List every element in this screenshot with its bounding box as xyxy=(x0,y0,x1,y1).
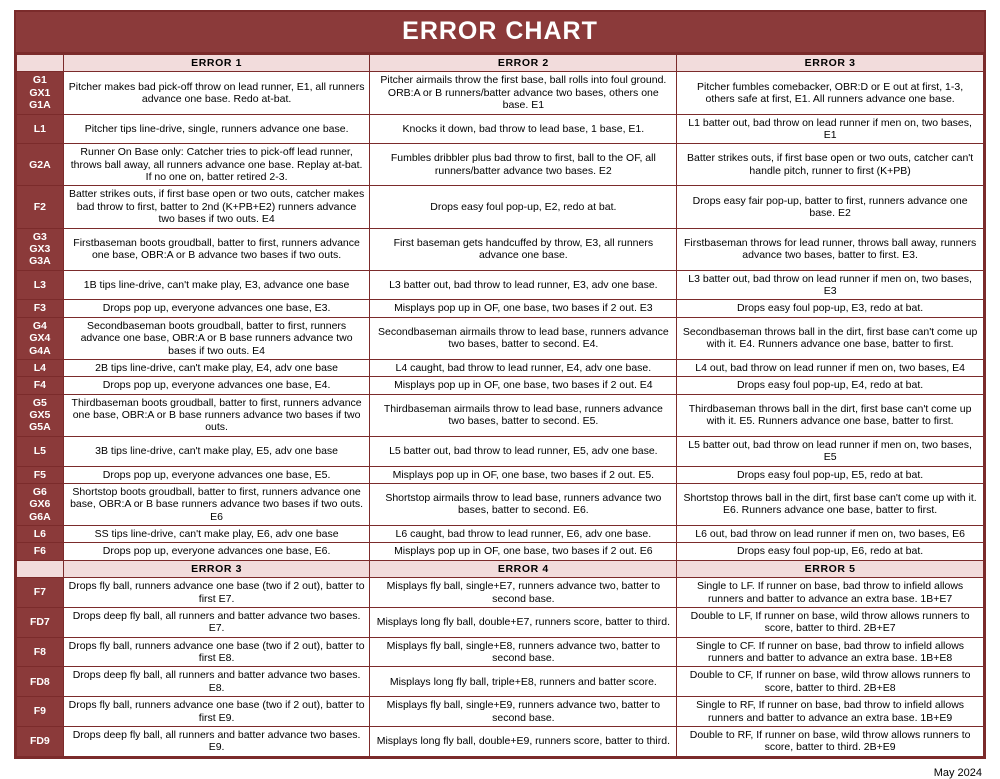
error-cell-2: Misplays long fly ball, triple+E8, runners and batter score. xyxy=(370,667,677,697)
error-cell-3: Batter strikes outs, if first base open or two outs, catcher can't handle pitch, runner to first (K+PB) xyxy=(677,144,984,186)
table-row xyxy=(17,543,984,560)
error-cell-3: Thirdbaseman throws ball in the dirt, first base can't come up with it. E5. Runners advance one base, batter to first. xyxy=(677,394,984,436)
error-cell-1: Secondbaseman boots groudball, batter to first, runners advance one base, OBR:A or B base runners advance two bases if two outs. E4 xyxy=(63,317,370,359)
error-cell-1: Batter strikes outs, if first base open or two outs, catcher makes bad throw to first, batter to 2nd (K+PB+E2) runners advance two bases if two outs. E4 xyxy=(63,186,370,228)
row-code-cell: G6 GX6 G6A xyxy=(17,483,64,525)
row-code-cell: F4 xyxy=(17,377,64,394)
table-row xyxy=(17,607,984,637)
error-cell-1: 1B tips line-drive, can't make play, E3, advance one base xyxy=(63,270,370,300)
error-cell-2: Misplays pop up in OF, one base, two bases if 2 out. E3 xyxy=(370,300,677,317)
error-cell-2: Misplays long fly ball, double+E7, runners score, batter to third. xyxy=(370,607,677,637)
error-cell-3: L6 out, bad throw on lead runner if men on, two bases, E6 xyxy=(677,526,984,543)
row-code-cell: G4 GX4 G4A xyxy=(17,317,64,359)
table-row xyxy=(17,359,984,376)
error-cell-2: Misplays pop up in OF, one base, two bases if 2 out. E6 xyxy=(370,543,677,560)
table-row xyxy=(17,578,984,608)
error-cell-2: Shortstop airmails throw to lead base, runners advance two bases, batter to second. E6. xyxy=(370,483,677,525)
error-cell-1: Thirdbaseman boots groudball, batter to first, runners advance one base, OBR:A or B base runners advance two bases if two outs. xyxy=(63,394,370,436)
error-cell-1: SS tips line-drive, can't make play, E6, adv one base xyxy=(63,526,370,543)
row-code-cell: F7 xyxy=(17,578,64,608)
row-code-cell: F6 xyxy=(17,543,64,560)
table-header-row xyxy=(17,55,984,72)
error-cell-2: L6 caught, bad throw to lead runner, E6, adv one base. xyxy=(370,526,677,543)
row-code-cell: FD8 xyxy=(17,667,64,697)
error-cell-2: Secondbaseman airmails throw to lead base, runners advance two bases, batter to second. E4. xyxy=(370,317,677,359)
error-cell-3: Shortstop throws ball in the dirt, first base can't come up with it. E6. Runners advance one base, batter to first. xyxy=(677,483,984,525)
error-cell-1: Runner On Base only: Catcher tries to pick-off lead runner, throws ball away, all runners advance one base. Replay at-bat. If no one on, batter retired 2-3. xyxy=(63,144,370,186)
date-footer: May 2024 xyxy=(933,766,982,779)
row-code-cell: L1 xyxy=(17,114,64,144)
header-cell-1: ERROR 3 xyxy=(63,560,370,577)
error-cell-2: Drops easy foul pop-up, E2, redo at bat. xyxy=(370,186,677,228)
table-row xyxy=(17,394,984,436)
error-cell-1: 3B tips line-drive, can't make play, E5, adv one base xyxy=(63,436,370,466)
header-cell-2: ERROR 2 xyxy=(370,55,677,72)
row-code-cell: FD9 xyxy=(17,726,64,756)
table-row xyxy=(17,726,984,756)
error-cell-3: Double to LF, If runner on base, wild throw allows runners to score, batter to third. 2B+E7 xyxy=(677,607,984,637)
table-row xyxy=(17,483,984,525)
error-cell-2: Fumbles dribbler plus bad throw to first, ball to the OF, all runners/batter advance two bases. E2 xyxy=(370,144,677,186)
table-row xyxy=(17,317,984,359)
table-row xyxy=(17,667,984,697)
error-cell-3: L3 batter out, bad throw on lead runner if men on, two bases, E3 xyxy=(677,270,984,300)
error-cell-2: L4 caught, bad throw to lead runner, E4, adv one base. xyxy=(370,359,677,376)
row-code-cell: L4 xyxy=(17,359,64,376)
header-cell-3: ERROR 5 xyxy=(677,560,984,577)
table-row xyxy=(17,186,984,228)
error-cell-3: Pitcher fumbles comebacker, OBR:D or E out at first, 1-3, others safe at first, E1. All runners advance one base. xyxy=(677,72,984,114)
error-cell-3: Double to RF, If runner on base, wild throw allows runners to score, batter to third. 2B+E9 xyxy=(677,726,984,756)
error-cell-1: Drops pop up, everyone advances one base, E6. xyxy=(63,543,370,560)
error-cell-3: Firstbaseman throws for lead runner, throws ball away, runners advance two bases, batter to first. E3. xyxy=(677,228,984,270)
table-row xyxy=(17,144,984,186)
row-code-cell: F5 xyxy=(17,466,64,483)
error-cell-2: Misplays pop up in OF, one base, two bases if 2 out. E5. xyxy=(370,466,677,483)
header-cell-blank xyxy=(17,55,64,72)
table-row xyxy=(17,228,984,270)
row-code-cell: G5 GX5 G5A xyxy=(17,394,64,436)
error-cell-1: Drops deep fly ball, all runners and batter advance two bases. E8. xyxy=(63,667,370,697)
row-code-cell: G1 GX1 G1A xyxy=(17,72,64,114)
error-cell-3: L5 batter out, bad throw on lead runner if men on, two bases, E5 xyxy=(677,436,984,466)
header-cell-3: ERROR 3 xyxy=(677,55,984,72)
error-cell-3: Double to CF, If runner on base, wild throw allows runners to score, batter to third. 2B+E8 xyxy=(677,667,984,697)
table-row xyxy=(17,526,984,543)
error-cell-3: L1 batter out, bad throw on lead runner if men on, two bases, E1 xyxy=(677,114,984,144)
row-code-cell: L6 xyxy=(17,526,64,543)
table-row xyxy=(17,72,984,114)
error-cell-1: Pitcher tips line-drive, single, runners advance one base. xyxy=(63,114,370,144)
error-cell-1: Drops fly ball, runners advance one base (two if 2 out), batter to first E8. xyxy=(63,637,370,667)
row-code-cell: FD7 xyxy=(17,607,64,637)
table-row xyxy=(17,270,984,300)
error-cell-1: Drops pop up, everyone advances one base, E5. xyxy=(63,466,370,483)
header-cell-2: ERROR 4 xyxy=(370,560,677,577)
row-code-cell: F9 xyxy=(17,697,64,727)
error-cell-3: Single to CF. If runner on base, bad throw to infield allows runners and batter to advance an extra base. 1B+E8 xyxy=(677,637,984,667)
header-cell-blank xyxy=(17,560,64,577)
error-cell-3: Drops easy foul pop-up, E4, redo at bat. xyxy=(677,377,984,394)
error-cell-3: Drops easy foul pop-up, E3, redo at bat. xyxy=(677,300,984,317)
page-title: ERROR CHART xyxy=(16,12,984,54)
error-cell-1: Drops deep fly ball, all runners and batter advance two bases. E9. xyxy=(63,726,370,756)
row-code-cell: L3 xyxy=(17,270,64,300)
table-row xyxy=(17,436,984,466)
row-code-cell: L5 xyxy=(17,436,64,466)
row-code-cell: F8 xyxy=(17,637,64,667)
row-code-cell: F3 xyxy=(17,300,64,317)
table-row xyxy=(17,637,984,667)
error-cell-3: Drops easy foul pop-up, E6, redo at bat. xyxy=(677,543,984,560)
error-cell-1: Drops deep fly ball, all runners and batter advance two bases. E7. xyxy=(63,607,370,637)
error-cell-3: Secondbaseman throws ball in the dirt, first base can't come up with it. E4. Runners advance one base, batter to first. xyxy=(677,317,984,359)
error-cell-1: 2B tips line-drive, can't make play, E4, adv one base xyxy=(63,359,370,376)
error-cell-2: Knocks it down, bad throw to lead base, 1 base, E1. xyxy=(370,114,677,144)
error-cell-3: Drops easy fair pop-up, batter to first, runners advance one base. E2 xyxy=(677,186,984,228)
error-cell-2: Misplays fly ball, single+E7, runners advance two, batter to second base. xyxy=(370,578,677,608)
chart-frame xyxy=(14,10,986,759)
table-row xyxy=(17,697,984,727)
error-cell-1: Drops pop up, everyone advances one base, E3. xyxy=(63,300,370,317)
error-cell-3: Single to RF, If runner on base, bad throw to infield allows runners and batter to advance an extra base. 1B+E9 xyxy=(677,697,984,727)
error-cell-2: Pitcher airmails throw the first base, ball rolls into foul ground. ORB:A or B runners/batter advance two bases, others one base. E1 xyxy=(370,72,677,114)
error-table xyxy=(16,54,984,757)
error-cell-2: L3 batter out, bad throw to lead runner, E3, adv one base. xyxy=(370,270,677,300)
row-code-cell: F2 xyxy=(17,186,64,228)
error-cell-1: Drops fly ball, runners advance one base (two if 2 out), batter to first E9. xyxy=(63,697,370,727)
row-code-cell: G2A xyxy=(17,144,64,186)
row-code-cell: G3 GX3 G3A xyxy=(17,228,64,270)
error-cell-2: Misplays fly ball, single+E8, runners advance two, batter to second base. xyxy=(370,637,677,667)
error-cell-2: Misplays pop up in OF, one base, two bases if 2 out. E4 xyxy=(370,377,677,394)
table-row xyxy=(17,114,984,144)
error-cell-1: Shortstop boots groudball, batter to first, runners advance one base, OBR:A or B base runners advance two bases if two outs. E6 xyxy=(63,483,370,525)
error-cell-1: Drops fly ball, runners advance one base (two if 2 out), batter to first E7. xyxy=(63,578,370,608)
error-cell-3: Drops easy foul pop-up, E5, redo at bat. xyxy=(677,466,984,483)
error-cell-3: L4 out, bad throw on lead runner if men on, two bases, E4 xyxy=(677,359,984,376)
error-cell-1: Firstbaseman boots groudball, batter to first, runners advance one base, OBR:A or B advance two bases if two outs. xyxy=(63,228,370,270)
error-cell-3: Single to LF. If runner on base, bad throw to infield allows runners and batter to advance an extra base. 1B+E7 xyxy=(677,578,984,608)
error-cell-1: Pitcher makes bad pick-off throw on lead runner, E1, all runners advance one base. Redo at-bat. xyxy=(63,72,370,114)
error-cell-2: L5 batter out, bad throw to lead runner, E5, adv one base. xyxy=(370,436,677,466)
table-row xyxy=(17,466,984,483)
error-cell-2: Misplays fly ball, single+E9, runners advance two, batter to second base. xyxy=(370,697,677,727)
header-cell-1: ERROR 1 xyxy=(63,55,370,72)
error-cell-1: Drops pop up, everyone advances one base, E4. xyxy=(63,377,370,394)
error-cell-2: Misplays long fly ball, double+E9, runners score, batter to third. xyxy=(370,726,677,756)
table-header-row xyxy=(17,560,984,577)
table-row xyxy=(17,300,984,317)
error-cell-2: Thirdbaseman airmails throw to lead base, runners advance two bases, batter to second. E5. xyxy=(370,394,677,436)
table-row xyxy=(17,377,984,394)
error-cell-2: First baseman gets handcuffed by throw, E3, all runners advance one base. xyxy=(370,228,677,270)
